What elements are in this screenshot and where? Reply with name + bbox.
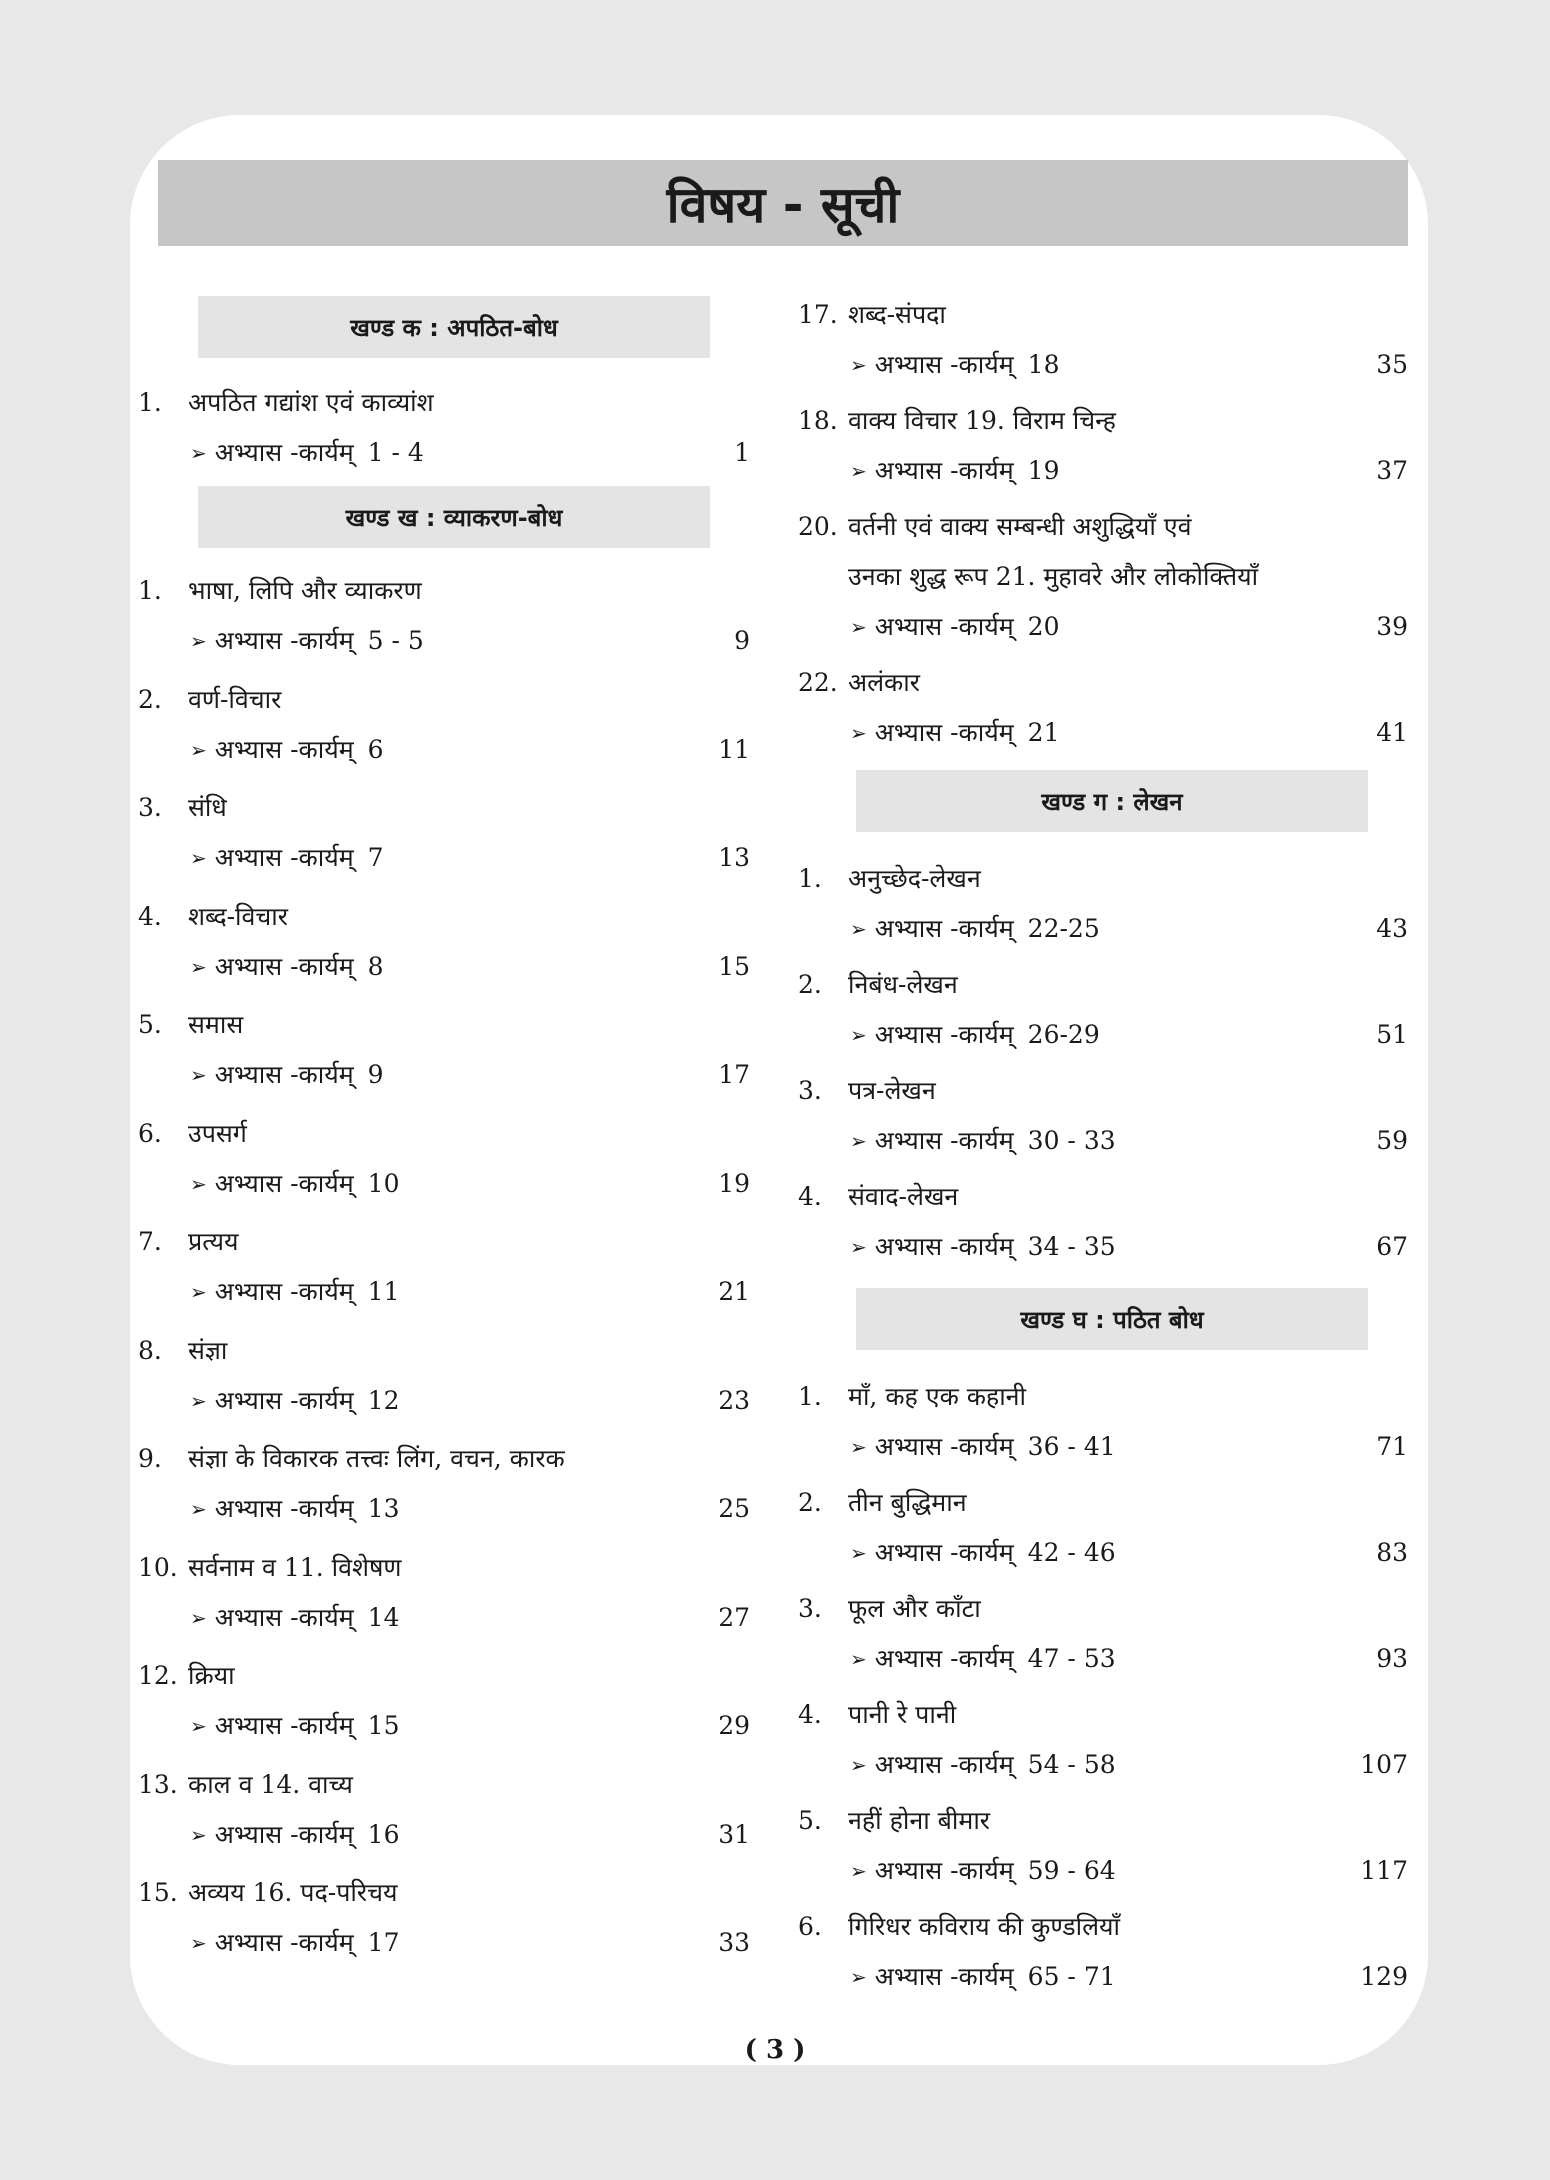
exercise-row (798, 1010, 1408, 1060)
exercise-label: अभ्यास -कार्यम् (874, 1750, 1014, 1779)
exercise-range: 13 (367, 1494, 400, 1523)
arrow-bullet-icon: ➢ (850, 1541, 867, 1565)
entry-number: 6. (798, 1912, 822, 1941)
toc-entry-title (138, 783, 750, 833)
entry-title-text: शब्द-विचार (188, 901, 288, 931)
entry-title-text: वर्ण-विचार (188, 684, 282, 714)
page-number-ref: 35 (1376, 350, 1408, 379)
exercise-label: अभ्यास -कार्यम् (874, 718, 1014, 747)
arrow-bullet-icon: ➢ (190, 1605, 207, 1630)
exercise-range: 5 - 5 (367, 626, 424, 655)
entry-number: 5. (798, 1806, 822, 1835)
exercise-range: 42 - 46 (1027, 1538, 1116, 1567)
exercise-range: 12 (367, 1385, 400, 1415)
entry-number: 4. (138, 901, 162, 931)
arrow-bullet-icon: ➢ (850, 459, 867, 483)
exercise-range: 65 - 71 (1027, 1962, 1116, 1991)
exercise-row (798, 1740, 1408, 1790)
exercise-row (798, 1422, 1408, 1472)
arrow-bullet-icon: ➢ (850, 1435, 867, 1459)
exercise-label: अभ्यास -कार्यम् (874, 1644, 1014, 1673)
exercise-label: अभ्यास -कार्यम् (214, 1494, 354, 1523)
entry-number: 3. (138, 793, 162, 822)
exercise-row (798, 340, 1408, 390)
toc-right-column (798, 290, 1408, 2018)
exercise-label: अभ्यास -कार्यम् (214, 1928, 354, 1957)
entry-title-text: माँ, कह एक कहानी (848, 1382, 1027, 1411)
arrow-bullet-icon: ➢ (190, 954, 207, 979)
toc-entry[interactable] (798, 1584, 1408, 1684)
exercise-row (798, 446, 1408, 496)
toc-entry[interactable] (798, 1066, 1408, 1166)
exercise-range: 34 - 35 (1027, 1232, 1116, 1261)
exercise-label: अभ्यास -कार्यम् (874, 1232, 1014, 1261)
arrow-bullet-icon: ➢ (850, 615, 867, 639)
entry-title-text: सर्वनाम व 11. विशेषण (188, 1552, 402, 1582)
arrow-bullet-icon: ➢ (190, 1714, 207, 1738)
toc-entry[interactable] (138, 1217, 750, 1317)
exercise-range: 20 (1027, 612, 1060, 641)
arrow-bullet-icon: ➢ (850, 1023, 867, 1047)
entry-number: 12. (138, 1661, 178, 1690)
exercise-label: अभ्यास -कार्यम् (214, 1819, 354, 1849)
toc-entry-title (138, 1109, 750, 1159)
entry-number: 20. (798, 512, 838, 541)
toc-entry-title (138, 378, 750, 428)
entry-title-text: फूल और काँटा (848, 1594, 981, 1623)
exercise-range: 7 (367, 843, 384, 872)
exercise-row (138, 1267, 750, 1317)
toc-entry[interactable] (138, 1434, 750, 1534)
entry-title-text: अव्यय 16. पद-परिचय (188, 1878, 398, 1907)
toc-entry[interactable] (138, 783, 750, 883)
toc-entry-title (798, 290, 1408, 340)
exercise-range: 14 (367, 1602, 400, 1632)
exercise-row (138, 725, 750, 775)
exercise-row (138, 1918, 750, 1968)
exercise-range: 59 - 64 (1027, 1856, 1116, 1885)
entry-title-text: निबंध-लेखन (848, 970, 958, 999)
toc-entry-title (138, 1760, 750, 1810)
exercise-range: 54 - 58 (1027, 1750, 1116, 1779)
page-number-ref: 71 (1376, 1432, 1408, 1461)
exercise-row (798, 1634, 1408, 1684)
arrow-bullet-icon: ➢ (190, 441, 207, 465)
exercise-row (138, 1701, 750, 1751)
arrow-bullet-icon: ➢ (850, 1965, 867, 1989)
toc-entry-title (138, 1868, 750, 1918)
exercise-label: अभ्यास -कार्यम् (874, 350, 1014, 379)
page-number-ref: 25 (718, 1494, 750, 1523)
exercise-range: 30 - 33 (1027, 1126, 1116, 1155)
exercise-label: अभ्यास -कार्यम् (874, 1538, 1014, 1567)
section-heading: खण्ड घ : पठित बोध (856, 1288, 1368, 1350)
page-number-ref: 129 (1360, 1962, 1408, 1991)
arrow-bullet-icon: ➢ (190, 1497, 207, 1521)
exercise-label: अभ्यास -कार्यम् (874, 1432, 1014, 1461)
entry-number: 10. (138, 1552, 178, 1582)
toc-entry-title (138, 1000, 750, 1050)
page-number-ref: 83 (1376, 1538, 1408, 1567)
toc-entry[interactable] (138, 1326, 750, 1426)
toc-entry[interactable] (798, 502, 1408, 652)
exercise-label: अभ्यास -कार्यम् (214, 1385, 354, 1415)
toc-entry[interactable] (798, 1690, 1408, 1790)
entry-number: 17. (798, 300, 838, 329)
entry-number: 9. (138, 1444, 162, 1473)
toc-entry-title (798, 396, 1408, 446)
exercise-row (138, 1593, 750, 1643)
arrow-bullet-icon: ➢ (850, 1129, 867, 1153)
toc-entry[interactable] (138, 1109, 750, 1209)
toc-entry-title (138, 1326, 750, 1376)
entry-number: 6. (138, 1118, 162, 1148)
exercise-row (798, 904, 1408, 954)
toc-entry[interactable] (138, 566, 750, 666)
toc-entry[interactable] (798, 854, 1408, 954)
toc-entry[interactable] (798, 1902, 1408, 2002)
exercise-range: 26-29 (1027, 1020, 1100, 1049)
arrow-bullet-icon: ➢ (190, 1388, 207, 1413)
toc-entry-title (798, 1690, 1408, 1740)
entry-title-text: संज्ञा (188, 1335, 228, 1365)
exercise-range: 15 (367, 1711, 400, 1740)
page-number-ref: 39 (1376, 612, 1408, 641)
toc-entry[interactable] (798, 658, 1408, 758)
toc-entry-title (798, 1902, 1408, 1952)
arrow-bullet-icon: ➢ (190, 846, 207, 870)
page-number-ref: 67 (1376, 1232, 1408, 1261)
page-number-ref: 37 (1376, 456, 1408, 485)
entry-number: 5. (138, 1010, 162, 1039)
exercise-row (138, 1159, 750, 1209)
page-number-ref: 41 (1376, 718, 1408, 747)
entry-title-text: समास (188, 1010, 244, 1039)
exercise-row (138, 942, 750, 992)
toc-entry-title (138, 892, 750, 942)
toc-entry-title (798, 1066, 1408, 1116)
arrow-bullet-icon: ➢ (190, 629, 207, 653)
exercise-row (798, 1528, 1408, 1578)
toc-entry-title (798, 502, 1408, 552)
toc-entry-title (138, 1434, 750, 1484)
entry-title-text: उपसर्ग (188, 1118, 247, 1148)
page-number-ref: 1 (734, 438, 750, 467)
arrow-bullet-icon: ➢ (850, 353, 867, 377)
exercise-label: अभ्यास -कार्यम् (874, 612, 1014, 641)
toc-entry[interactable] (138, 1651, 750, 1751)
arrow-bullet-icon: ➢ (190, 1171, 207, 1196)
toc-entry-title (138, 566, 750, 616)
entry-title-text: प्रत्यय (188, 1227, 239, 1256)
arrow-bullet-icon: ➢ (190, 1280, 207, 1304)
exercise-row (798, 602, 1408, 652)
page-number-ref: 9 (734, 626, 750, 655)
exercise-row (798, 708, 1408, 758)
page-title: विषय - सूची (666, 176, 900, 234)
entry-title-text: संज्ञा के विकारक तत्त्वः लिंग, वचन, कारक (188, 1444, 565, 1473)
entry-title-text: अनुच्छेद-लेखन (848, 864, 981, 893)
exercise-row (798, 1846, 1408, 1896)
entry-number: 13. (138, 1769, 178, 1799)
toc-entry[interactable] (138, 1760, 750, 1860)
entry-number: 8. (138, 1335, 162, 1365)
exercise-range: 8 (367, 951, 384, 981)
exercise-row (138, 833, 750, 883)
page-number-ref: 21 (718, 1277, 750, 1306)
exercise-label: अभ्यास -कार्यम् (214, 1060, 354, 1089)
entry-number: 15. (138, 1878, 178, 1907)
entry-number: 4. (798, 1182, 822, 1211)
exercise-range: 1 - 4 (367, 438, 424, 467)
toc-entry[interactable] (798, 1478, 1408, 1578)
toc-entry[interactable] (798, 960, 1408, 1060)
exercise-row (798, 1952, 1408, 2002)
section-heading: खण्ड ग : लेखन (856, 770, 1368, 832)
toc-entry[interactable] (798, 1172, 1408, 1272)
exercise-range: 36 - 41 (1027, 1432, 1116, 1461)
entry-number: 1. (798, 1382, 822, 1411)
entry-title-text: शब्द-संपदा (848, 300, 946, 329)
arrow-bullet-icon: ➢ (850, 1647, 867, 1671)
exercise-range: 6 (367, 734, 384, 764)
section-heading: खण्ड ख : व्याकरण-बोध (198, 486, 710, 548)
exercise-range: 17 (367, 1928, 400, 1957)
entry-title-text: वर्तनी एवं वाक्य सम्बन्धी अशुद्धियाँ एवं (848, 512, 1192, 541)
entry-number: 2. (138, 684, 162, 714)
toc-entry[interactable] (138, 892, 750, 992)
toc-entry[interactable] (138, 378, 750, 478)
page-number-ref: 15 (718, 951, 750, 981)
arrow-bullet-icon: ➢ (190, 737, 207, 762)
toc-entry-title (798, 658, 1408, 708)
toc-entry[interactable] (138, 1543, 750, 1643)
exercise-label: अभ्यास -कार्यम् (214, 1168, 354, 1198)
entry-number: 1. (138, 388, 162, 417)
page-number-ref: 43 (1376, 914, 1408, 943)
exercise-range: 9 (367, 1060, 384, 1089)
exercise-label: अभ्यास -कार्यम् (874, 1856, 1014, 1885)
page-number-ref: 19 (718, 1168, 750, 1198)
exercise-label: अभ्यास -कार्यम् (214, 626, 354, 655)
entry-number: 18. (798, 406, 838, 435)
exercise-label: अभ्यास -कार्यम् (874, 1126, 1014, 1155)
toc-entry-title (138, 1543, 750, 1593)
entry-title-text: संवाद-लेखन (848, 1182, 959, 1211)
exercise-row (138, 1484, 750, 1534)
entry-number: 2. (798, 970, 822, 999)
page-number-ref: 117 (1360, 1856, 1408, 1885)
exercise-label: अभ्यास -कार्यम् (214, 1602, 354, 1632)
toc-entry-title (138, 1651, 750, 1701)
arrow-bullet-icon: ➢ (850, 721, 867, 745)
exercise-label: अभ्यास -कार्यम् (874, 914, 1014, 943)
entry-number: 2. (798, 1488, 822, 1517)
page-number-ref: 33 (718, 1928, 750, 1957)
toc-entry[interactable] (138, 675, 750, 775)
exercise-row (138, 1050, 750, 1100)
exercise-label: अभ्यास -कार्यम् (214, 951, 354, 981)
toc-entry[interactable] (798, 1796, 1408, 1896)
page-number-ref: 29 (718, 1711, 750, 1740)
page-number-ref: 13 (718, 843, 750, 872)
toc-entry-title (798, 1796, 1408, 1846)
arrow-bullet-icon: ➢ (850, 917, 867, 941)
title-bar (158, 160, 1408, 246)
entry-number: 3. (798, 1076, 822, 1105)
page-number-ref: 27 (718, 1602, 750, 1632)
entry-title-text: उनका शुद्ध रूप 21. मुहावरे और लोकोक्तियाँ (848, 562, 1259, 591)
exercise-label: अभ्यास -कार्यम् (874, 1020, 1014, 1049)
exercise-row (138, 428, 750, 478)
toc-entry[interactable] (798, 1372, 1408, 1472)
exercise-range: 22-25 (1027, 914, 1100, 943)
toc-entry[interactable] (798, 290, 1408, 390)
exercise-row (138, 1810, 750, 1860)
entry-title-text: काल व 14. वाच्य (188, 1769, 353, 1799)
toc-left-column (138, 290, 750, 1977)
toc-entry-title (798, 960, 1408, 1010)
page-number-ref: 107 (1360, 1750, 1408, 1779)
page-number-ref: 51 (1376, 1020, 1408, 1049)
entry-title-text: संधि (188, 793, 227, 822)
toc-entry[interactable] (138, 1868, 750, 1968)
exercise-label: अभ्यास -कार्यम् (214, 734, 354, 764)
arrow-bullet-icon: ➢ (850, 1859, 867, 1883)
exercise-label: अभ्यास -कार्यम् (214, 843, 354, 872)
arrow-bullet-icon: ➢ (190, 1931, 207, 1955)
arrow-bullet-icon: ➢ (190, 1822, 207, 1847)
toc-entry-title-line2 (798, 552, 1408, 602)
page-number-ref: 93 (1376, 1644, 1408, 1673)
exercise-label: अभ्यास -कार्यम् (214, 438, 354, 467)
entry-number: 7. (138, 1227, 162, 1256)
entry-title-text: पत्र-लेखन (848, 1076, 936, 1105)
entry-title-text: अपठित गद्यांश एवं काव्यांश (188, 388, 434, 417)
exercise-range: 16 (367, 1819, 400, 1849)
exercise-range: 19 (1027, 456, 1060, 485)
toc-entry-title (798, 1478, 1408, 1528)
entry-title-text: क्रिया (188, 1661, 235, 1690)
exercise-row (138, 616, 750, 666)
page-number: ( 3 ) (744, 2035, 806, 2065)
entry-number: 1. (138, 576, 162, 605)
entry-number: 1. (798, 864, 822, 893)
exercise-label: अभ्यास -कार्यम् (214, 1277, 354, 1306)
toc-entry-title (798, 1372, 1408, 1422)
toc-entry[interactable] (138, 1000, 750, 1100)
page-number-ref: 31 (718, 1819, 750, 1849)
arrow-bullet-icon: ➢ (190, 1063, 207, 1087)
entry-title-text: पानी रे पानी (848, 1700, 957, 1729)
exercise-row (138, 1376, 750, 1426)
toc-entry-title (798, 854, 1408, 904)
entry-title-text: वाक्य विचार 19. विराम चिन्ह (848, 406, 1116, 435)
section-heading: खण्ड क : अपठित-बोध (198, 296, 710, 358)
entry-title-text: नहीं होना बीमार (848, 1806, 991, 1835)
page-number-ref: 23 (718, 1385, 750, 1415)
toc-entry[interactable] (798, 396, 1408, 496)
exercise-range: 10 (367, 1168, 400, 1198)
page-number-ref: 17 (718, 1060, 750, 1089)
entry-number: 22. (798, 668, 838, 697)
entry-title-text: अलंकार (848, 668, 920, 697)
toc-entry-title (798, 1172, 1408, 1222)
exercise-label: अभ्यास -कार्यम् (874, 456, 1014, 485)
exercise-label: अभ्यास -कार्यम् (874, 1962, 1014, 1991)
exercise-range: 11 (367, 1277, 400, 1306)
exercise-label: अभ्यास -कार्यम् (214, 1711, 354, 1740)
exercise-row (798, 1222, 1408, 1272)
entry-title-text: गिरिधर कविराय की कुण्डलियाँ (848, 1912, 1120, 1941)
page-number-ref: 11 (718, 734, 750, 764)
entry-number: 4. (798, 1700, 822, 1729)
entry-number: 3. (798, 1594, 822, 1623)
arrow-bullet-icon: ➢ (850, 1753, 867, 1777)
exercise-range: 21 (1027, 718, 1060, 747)
exercise-range: 18 (1027, 350, 1060, 379)
entry-title-text: भाषा, लिपि और व्याकरण (188, 576, 422, 605)
toc-entry-title (138, 1217, 750, 1267)
exercise-range: 47 - 53 (1027, 1644, 1116, 1673)
exercise-row (798, 1116, 1408, 1166)
arrow-bullet-icon: ➢ (850, 1235, 867, 1259)
toc-entry-title (138, 675, 750, 725)
entry-title-text: तीन बुद्धिमान (848, 1488, 967, 1517)
toc-entry-title (798, 1584, 1408, 1634)
page-number-ref: 59 (1376, 1126, 1408, 1155)
